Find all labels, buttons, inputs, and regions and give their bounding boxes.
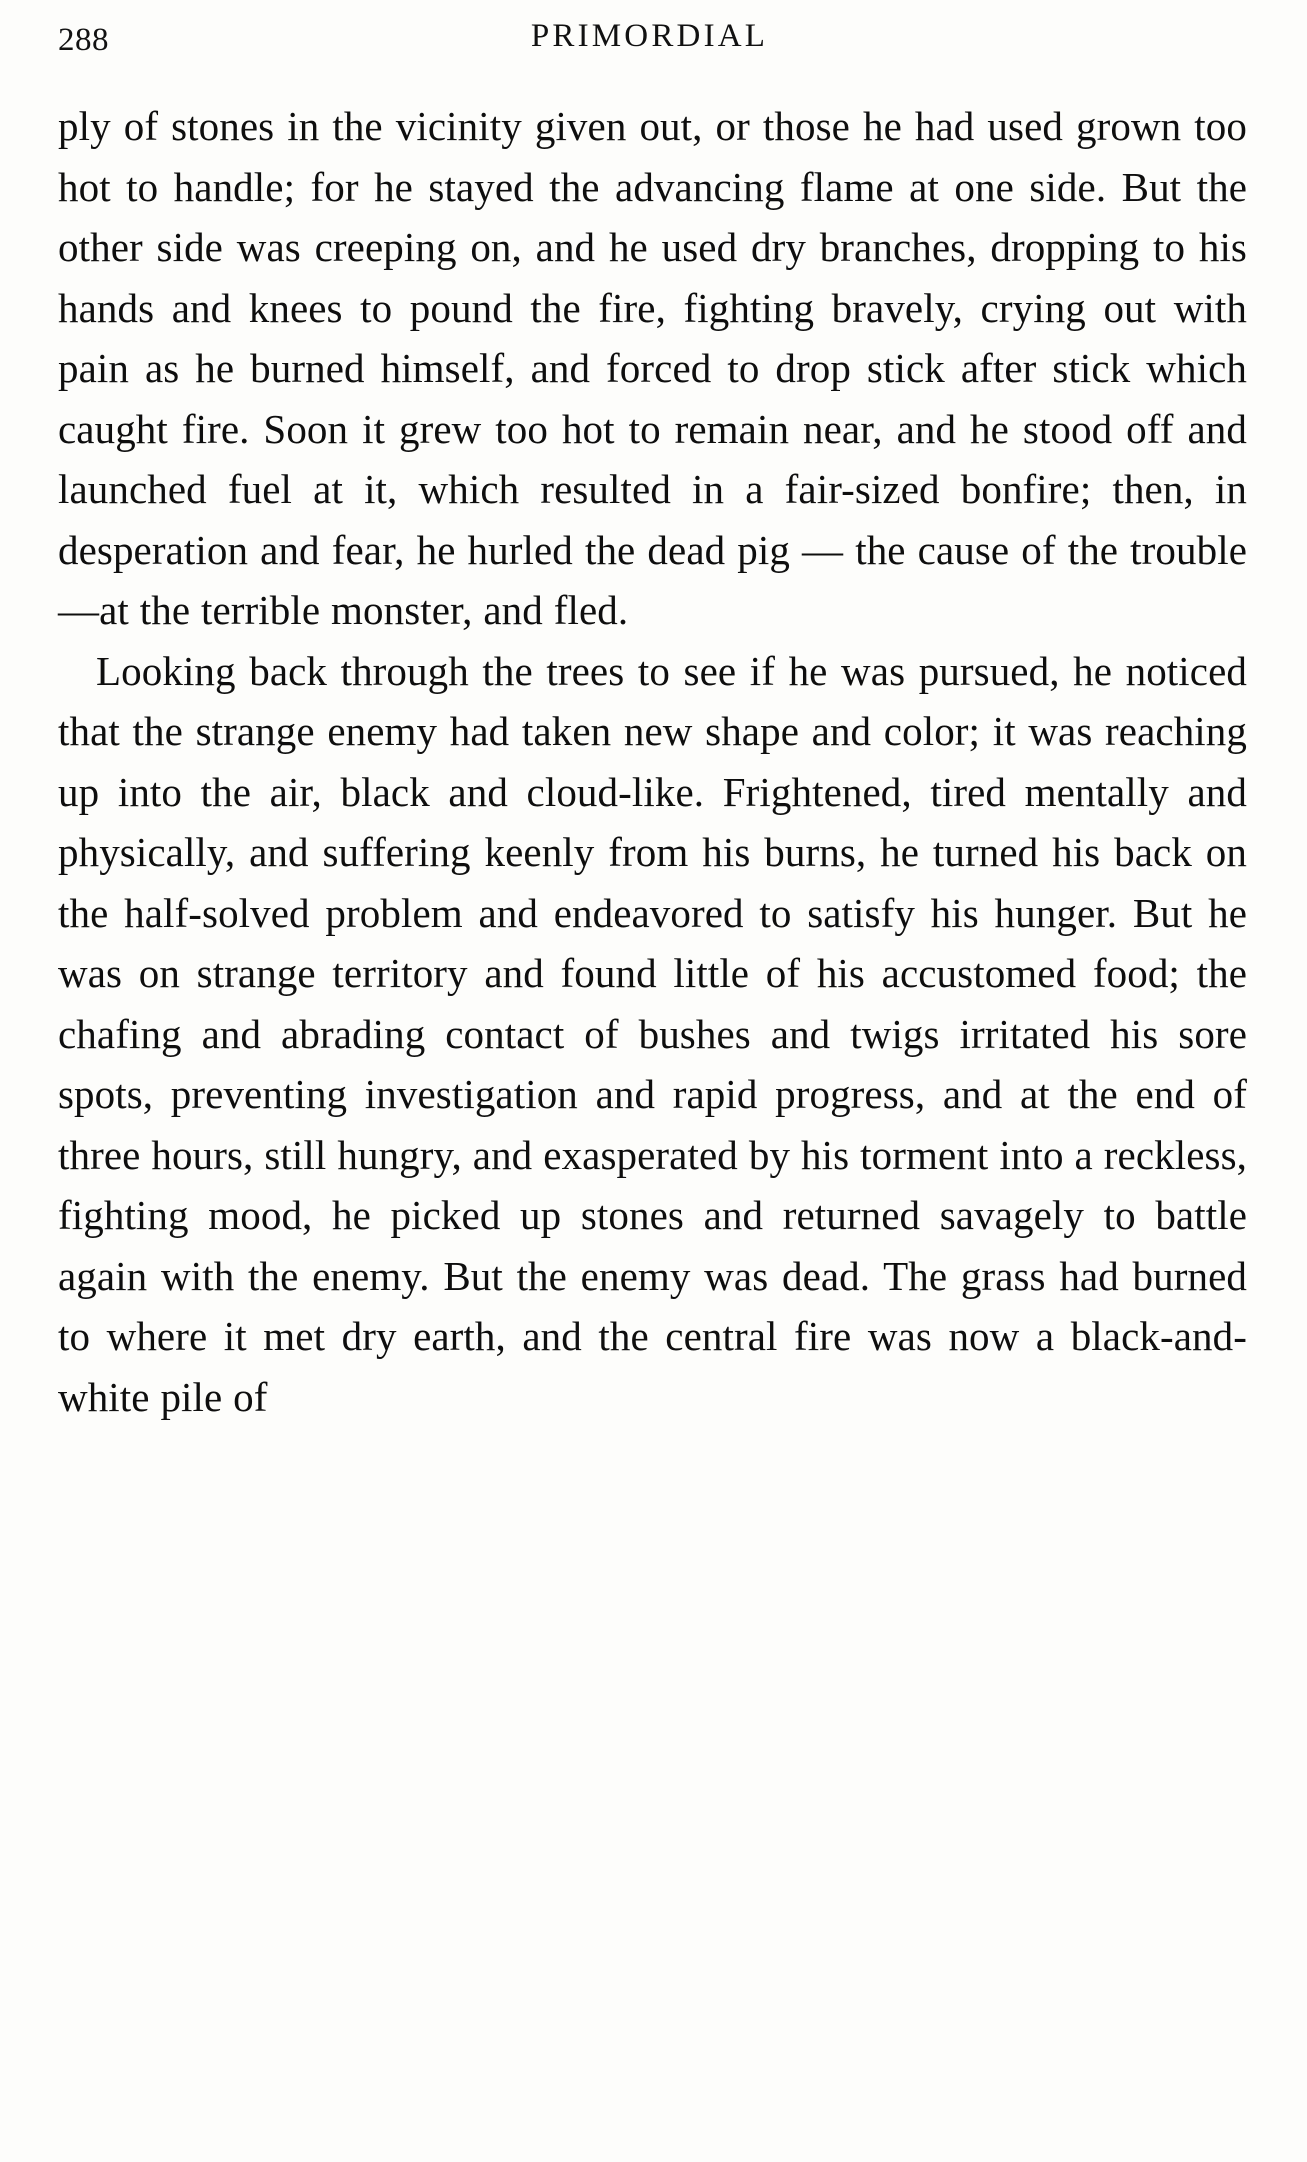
paragraph: ply of stones in the vicinity given out, or those he had used grown too hot to handle; for he stayed the advancing flame at one side. But the other side was creeping on, and he used dry branches, dropping to his hands and knees to pound the fire, fighting bravely, crying out with pain as he burned himself, and forced to drop stick after stick which caught fire. Soon it grew too hot to remain near, and he stood off and launched fuel at it, which resulted in a fair-sized bonfire; then, in desperation and fear, he hurled the dead pig — the cause of the trouble—at the terrible monster, and fled. — [58, 103, 1247, 633]
running-head-title: PRIMORDIAL — [530, 18, 769, 54]
page-number: 288 — [58, 22, 109, 58]
paragraph: Looking back through the trees to see if he was pursued, he noticed that the strange enemy had taken new shape and color; it was reaching up into the air, black and cloud-like. Frightened, tired mentally and physically, and suffering keenly from his burns, he turned his back on the half-solved problem and endeavored to satisfy his hunger. But he was on strange territory and found little of his accustomed food; the chafing and abrading contact of bushes and twigs irritated his sore spots, preventing investigation and rapid progress, and at the end of three hours, still hungry, and exasperated by his torment into a reckless, fighting mood, he picked up stones and returned savagely to battle again with the enemy. But the enemy was dead. The grass had burned to where it met dry earth, and the central fire was now a black-and-white pile of — [58, 647, 1247, 1420]
text-column — [58, 96, 1247, 1427]
running-head — [50, 0, 1249, 96]
